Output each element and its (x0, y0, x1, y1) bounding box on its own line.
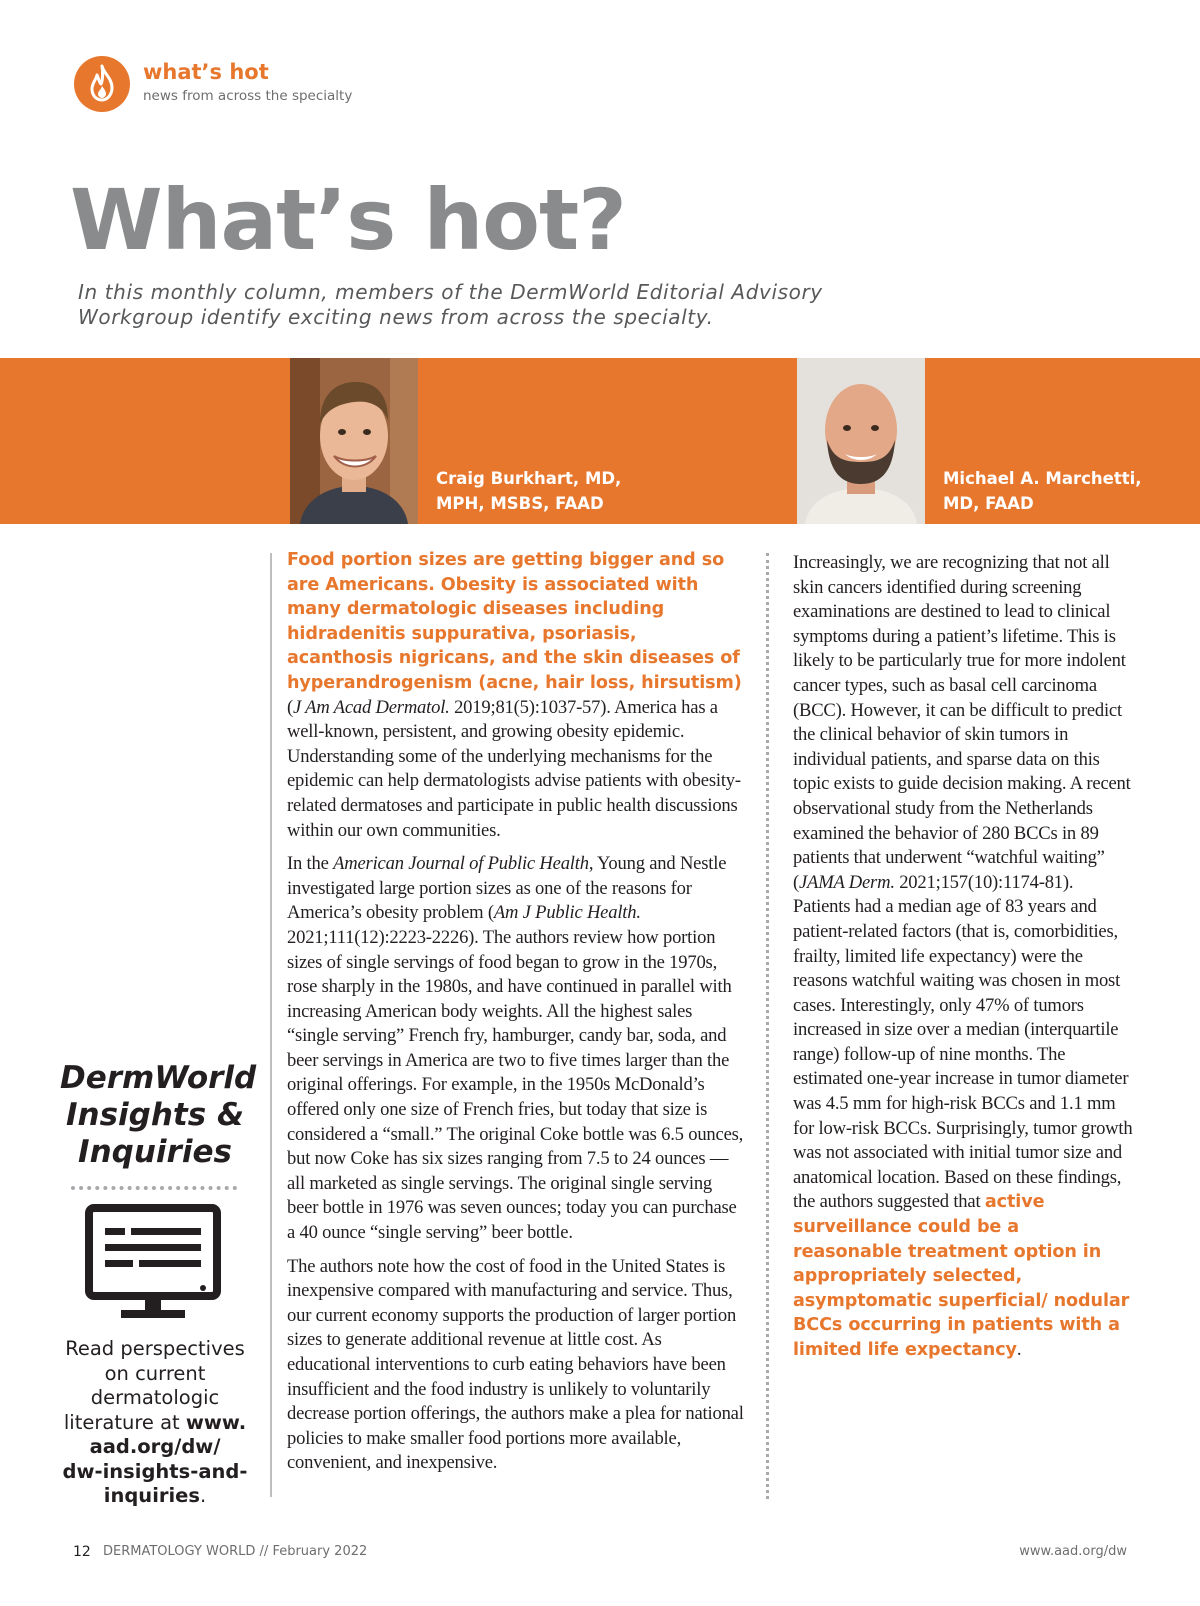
citation: Am J Public Health. (493, 902, 641, 924)
footer-url[interactable]: www.aad.org/dw (1019, 1544, 1127, 1559)
column-rule (270, 553, 272, 1497)
column-divider (766, 553, 769, 1499)
section-title: what’s hot (143, 60, 269, 84)
author-name-line: Michael A. Marchetti, (943, 469, 1142, 488)
text-fragment: ( (287, 696, 293, 718)
highlight-text: active surveillance could be a reasonable treatment option in appropriately selected, asymptomatic superficial/ nodular BCCs occurring in patients with a limited life expectancy (793, 1192, 1130, 1360)
author-credentials-line: MD, FAAD (943, 494, 1034, 513)
publication-info: DERMATOLOGY WORLD // February 2022 (103, 1544, 368, 1559)
text-fragment: 2019;81(5):1037-57). America has a well-known, persistent, and growing obesity epidemic. Understanding some of the underlying mechanisms for the epidemic can help dermatologists advise patients with obesity-related dermatoses and participate in public health discussions within our own communities. (287, 696, 741, 841)
author-photo-burkhart (290, 358, 418, 524)
article-paragraph (287, 548, 747, 843)
citation: J Am Acad Dermatol. (293, 696, 450, 718)
article-paragraph: The authors note how the cost of food in the United States is inexpensive compared with manufacturing and service. Thus, our current economy supports the production of larger portion sizes to generate additional revenue at little cost. As educational interventions to curb eating behaviors have been insufficient and the food industry is unlikely to voluntarily decrease portion offerings, the authors make a plea for national policies to make smaller food portions more available, convenient, and inexpensive. (287, 1255, 744, 1474)
article-column-2 (793, 551, 1133, 1372)
monitor-icon (85, 1204, 221, 1326)
page-number: 12 (73, 1544, 91, 1560)
sidebar-link[interactable]: www. (185, 1410, 247, 1434)
sidebar-divider (71, 1186, 237, 1190)
text-fragment: 2021;111(12):2223-2226). The authors review how portion sizes of single servings of food began to grow in the 1970s, rose sharply in the 1980s, and have continued in parallel with increasing American body weights. All the highest sales “single serving” French fry, hamburger, candy bar, soda, and beer servings in America are two to five times larger than the original offerings. For example, in the 1950s McDonald’s offered only one size of French fries, but today that size is considered a “small.” The original Coke bottle was 6.5 ounces, but now Coke has six sizes ranging from 7.5 to 24 ounces — all marketed as single servings. The original single serving beer bottle in 1976 was seven ounces; today you can purchase a 40 ounce “single serving” beer bottle. (287, 926, 744, 1244)
author-name-marchetti (943, 466, 1142, 516)
text-fragment: 2021;157(10):1174-81). Patients had a median age of 83 years and patient-related factors (that is, comorbidities, frailty, limited life expectancy) were the reasons watchful waiting was chosen in most cases. Interestingly, only 47% of tumors increased in size over a median (interquartile range) follow-up of nine months. The estimated one-year increase in tumor diameter was 4.5 mm for high-risk BCCs and 1.1 mm for low-risk BCCs. Surprisingly, tumor growth was not associated with initial tumor size and anatomical location. Based on these findings, the authors suggested that (793, 871, 1133, 1213)
sidebar-title (60, 1060, 257, 1171)
intro-text: In this monthly column, members of the DermWorld Editorial Advisory Workgroup identify exciting news from across the specialty. (78, 280, 823, 329)
sidebar-link[interactable]: aad.org/dw/ (89, 1435, 221, 1458)
sidebar-link[interactable]: inquiries (103, 1484, 201, 1507)
sidebar-text-line: dermatologic (90, 1386, 220, 1409)
sidebar-text-line: Read perspectives (65, 1337, 245, 1360)
sidebar-title-line: DermWorld (60, 1060, 257, 1096)
text-fragment: . (1016, 1339, 1022, 1360)
author-photo-marchetti (797, 358, 925, 524)
article-column-1 (287, 548, 747, 1485)
whats-hot-badge (74, 56, 130, 112)
highlight-text: Food portion sizes are getting bigger and so are Americans. Obesity is associated with many dermatologic diseases including hidradenitis suppurativa, psoriasis, acanthosis nigricans, and the skin diseases of hyperandrogenism (acne, hair loss, hirsutism) (287, 550, 742, 693)
sidebar-text (60, 1337, 250, 1509)
author-name-line: Craig Burkhart, MD, (436, 469, 622, 488)
sidebar-title-line: Insights & (65, 1097, 245, 1133)
section-subtitle: news from across the specialty (143, 88, 353, 104)
citation: JAMA Derm. (799, 871, 895, 893)
article-paragraph (793, 551, 1133, 1363)
sidebar-text-fragment: literature at (63, 1410, 186, 1434)
sidebar-title-line: Inquiries (78, 1134, 232, 1170)
sidebar-text-fragment: . (200, 1484, 207, 1507)
article-paragraph (287, 852, 747, 1246)
text-fragment: In the (287, 853, 334, 875)
author-credentials-line: MPH, MSBS, FAAD (436, 494, 604, 513)
text-fragment: Increasingly, we are recognizing that not all skin cancers identified during screening examinations are destined to lead to clinical symptoms during a patient’s lifetime. This is likely to be particularly true for more indolent cancer types, such as basal cell carcinoma (BCC). However, it can be difficult to predict the clinical behavior of skin tumors in individual patients, and sparse data on this topic exists to guide decision making. A recent observational study from the Netherlands examined the behavior of 280 BCCs in 89 patients that underwent “watchful waiting” ( (793, 552, 1131, 893)
sidebar-text-line: on current (104, 1361, 206, 1385)
text-fragment: , Young and Nestle investigated large portion sizes as one of the reasons for America’s obesity problem ( (287, 853, 727, 924)
sidebar-link[interactable]: dw-insights-and- (62, 1459, 248, 1483)
sidebar-text-line (60, 1411, 250, 1436)
journal-name: American Journal of Public Health (333, 853, 589, 875)
author-name-burkhart (436, 466, 621, 516)
page-title: What’s hot? (70, 171, 626, 269)
flame-icon (74, 56, 130, 112)
